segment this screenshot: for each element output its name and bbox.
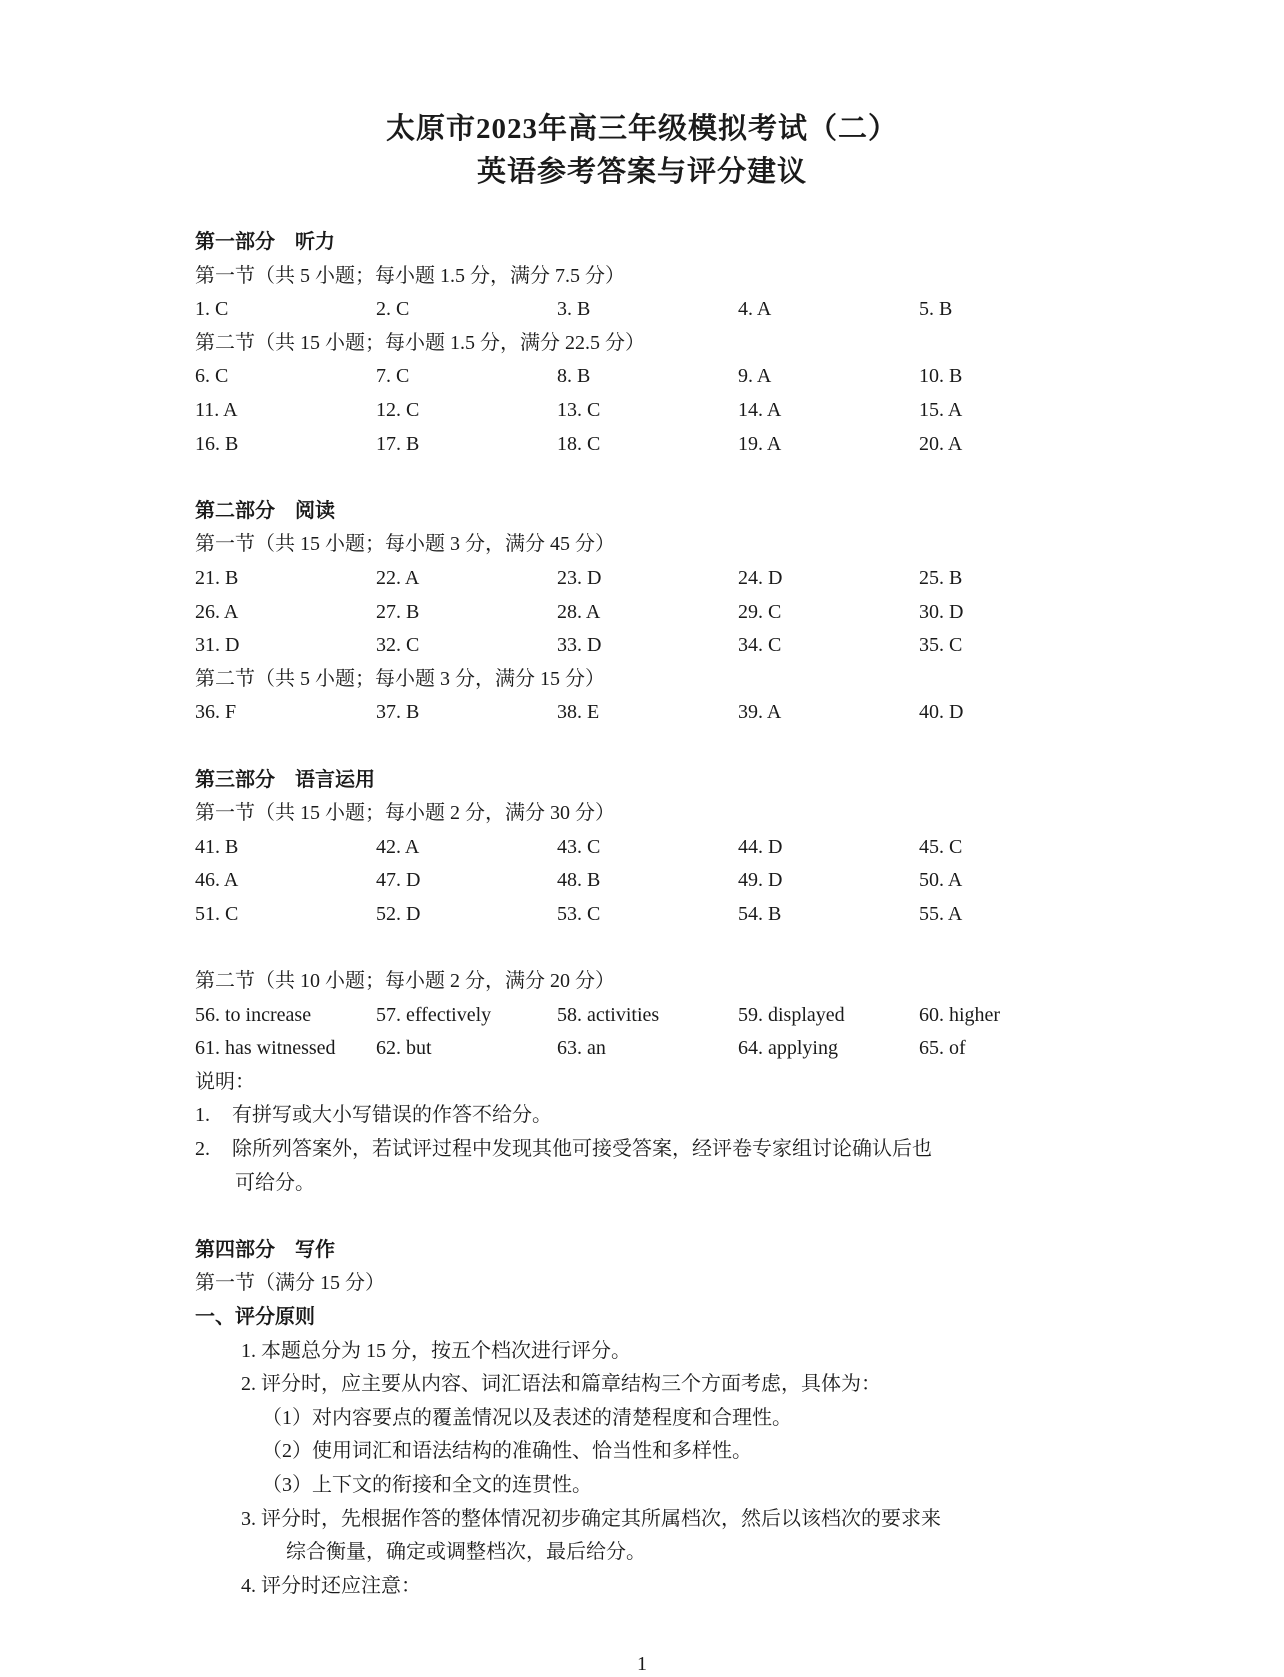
answer-row <box>195 999 1195 1033</box>
answer-cell: 56. to increase <box>195 1003 312 1026</box>
principle-sub-2: （2）使用词汇和语法结构的准确性、恰当性和多样性。 <box>262 1440 752 1463</box>
answer-cell: 51. C <box>195 902 239 925</box>
answer-row <box>195 1032 1195 1066</box>
answer-cell: 60. higher <box>919 1003 1001 1026</box>
answer-cell: 42. A <box>376 835 420 858</box>
answer-cell: 61. has witnessed <box>195 1037 336 1060</box>
answer-row <box>195 831 1195 865</box>
answer-cell: 6. C <box>195 365 229 388</box>
answer-row <box>195 696 1195 730</box>
note-text: 有拼写或大小写错误的作答不给分。 <box>232 1104 552 1127</box>
note-number: 1. <box>195 1104 210 1127</box>
part1-heading: 第一部分 听力 <box>195 231 335 253</box>
answer-cell: 34. C <box>738 634 782 657</box>
principle-item-2: 2. 评分时，应主要从内容、词汇语法和篇章结构三个方面考虑，具体为： <box>241 1373 881 1396</box>
answer-cell: 49. D <box>738 869 783 892</box>
answer-cell: 37. B <box>376 701 420 724</box>
principle-item-4: 4. 评分时还应注意： <box>241 1574 421 1597</box>
document-title: 太原市2023年高三年级模拟考试（二） <box>385 113 898 145</box>
answer-row <box>195 596 1195 630</box>
answer-cell: 11. A <box>195 398 238 421</box>
answer-cell: 25. B <box>919 566 963 589</box>
answer-cell: 17. B <box>376 432 420 455</box>
principles-heading: 一、评分原则 <box>195 1306 315 1328</box>
note-text-continued: 可给分。 <box>235 1171 315 1194</box>
answer-cell: 46. A <box>195 869 239 892</box>
answer-cell: 9. A <box>738 365 772 388</box>
part3-sec2-heading: 第二节（共 10 小题；每小题 2 分，满分 20 分） <box>195 970 615 993</box>
answer-cell: 27. B <box>376 600 420 623</box>
part2-sec2-answers <box>195 696 1195 730</box>
answer-cell: 41. B <box>195 835 239 858</box>
note-number: 2. <box>195 1138 210 1161</box>
answer-row <box>195 293 1195 327</box>
answer-cell: 30. D <box>919 600 964 623</box>
answer-cell: 18. C <box>557 432 601 455</box>
answer-cell: 63. an <box>557 1037 606 1060</box>
part2-sec2-heading: 第二节（共 5 小题；每小题 3 分，满分 15 分） <box>195 667 605 690</box>
part2-sec1-answers <box>195 562 1195 663</box>
notes-label: 说明： <box>195 1070 255 1093</box>
answer-cell: 22. A <box>376 566 420 589</box>
principle-item-1: 1. 本题总分为 15 分，按五个档次进行评分。 <box>241 1339 631 1362</box>
answer-cell: 10. B <box>919 365 963 388</box>
principle-sub-1: （1）对内容要点的覆盖情况以及表述的清楚程度和合理性。 <box>262 1406 792 1429</box>
part3-sec1-heading: 第一节（共 15 小题；每小题 2 分，满分 30 分） <box>195 802 615 825</box>
answer-cell: 32. C <box>376 634 420 657</box>
answer-key-body <box>195 226 1195 1603</box>
answer-cell: 13. C <box>557 398 601 421</box>
answer-cell: 36. F <box>195 701 237 724</box>
answer-cell: 31. D <box>195 634 240 657</box>
answer-cell: 45. C <box>919 835 963 858</box>
answer-row <box>195 629 1195 663</box>
answer-cell: 15. A <box>919 398 963 421</box>
answer-cell: 64. applying <box>738 1037 838 1060</box>
principle-sub-3: （3）上下文的衔接和全文的连贯性。 <box>262 1473 592 1496</box>
answer-cell: 3. B <box>557 298 591 321</box>
answer-cell: 40. D <box>919 701 964 724</box>
part1-sec2-heading: 第二节（共 15 小题；每小题 1.5 分，满分 22.5 分） <box>195 331 645 354</box>
page-number: 1 <box>637 1653 647 1675</box>
answer-cell: 7. C <box>376 365 410 388</box>
answer-cell: 54. B <box>738 902 782 925</box>
answer-cell: 52. D <box>376 902 421 925</box>
part3-sec2-answers <box>195 999 1195 1066</box>
answer-cell: 20. A <box>919 432 963 455</box>
answer-cell: 47. D <box>376 869 421 892</box>
part4-sec1-heading: 第一节（满分 15 分） <box>195 1272 385 1295</box>
answer-cell: 1. C <box>195 298 229 321</box>
answer-cell: 29. C <box>738 600 782 623</box>
answer-cell: 33. D <box>557 634 602 657</box>
answer-cell: 14. A <box>738 398 782 421</box>
answer-cell: 55. A <box>919 902 963 925</box>
answer-cell: 59. displayed <box>738 1003 845 1026</box>
answer-cell: 24. D <box>738 566 783 589</box>
answer-cell: 53. C <box>557 902 601 925</box>
principle-item-3-continued: 综合衡量，确定或调整档次，最后给分。 <box>286 1541 646 1564</box>
answer-cell: 57. effectively <box>376 1003 492 1026</box>
answer-row <box>195 864 1195 898</box>
answer-cell: 28. A <box>557 600 601 623</box>
answer-cell: 19. A <box>738 432 782 455</box>
answer-cell: 23. D <box>557 566 602 589</box>
answer-row <box>195 428 1195 462</box>
part1-sec2-answers <box>195 360 1195 461</box>
answer-cell: 39. A <box>738 701 782 724</box>
principle-item-3: 3. 评分时，先根据作答的整体情况初步确定其所属档次，然后以该档次的要求来 <box>241 1507 941 1530</box>
answer-cell: 44. D <box>738 835 783 858</box>
answer-cell: 62. but <box>376 1037 432 1060</box>
note-item <box>195 1099 1195 1133</box>
part2-sec1-heading: 第一节（共 15 小题；每小题 3 分，满分 45 分） <box>195 533 615 556</box>
answer-cell: 50. A <box>919 869 963 892</box>
note-text: 除所列答案外，若试评过程中发现其他可接受答案，经评卷专家组讨论确认后也 <box>232 1138 932 1161</box>
answer-row <box>195 360 1195 394</box>
answer-cell: 58. activities <box>557 1003 660 1026</box>
part1-sec1-heading: 第一节（共 5 小题；每小题 1.5 分，满分 7.5 分） <box>195 264 625 287</box>
answer-row <box>195 562 1195 596</box>
part3-sec1-answers <box>195 831 1195 932</box>
answer-row <box>195 394 1195 428</box>
document-subtitle: 英语参考答案与评分建议 <box>476 156 807 188</box>
answer-cell: 8. B <box>557 365 591 388</box>
note-item <box>195 1133 1195 1167</box>
answer-cell: 4. A <box>738 298 772 321</box>
answer-cell: 43. C <box>557 835 601 858</box>
answer-cell: 48. B <box>557 869 601 892</box>
part3-heading: 第三部分 语言运用 <box>195 768 375 791</box>
answer-cell: 21. B <box>195 566 239 589</box>
part1-sec1-answers <box>195 293 1195 327</box>
part2-heading: 第二部分 阅读 <box>195 499 335 522</box>
answer-cell: 38. E <box>557 701 600 724</box>
answer-cell: 5. B <box>919 298 953 321</box>
answer-cell: 16. B <box>195 432 239 455</box>
answer-cell: 2. C <box>376 298 410 321</box>
part4-heading: 第四部分 写作 <box>195 1238 335 1261</box>
answer-cell: 35. C <box>919 634 963 657</box>
answer-cell: 12. C <box>376 398 420 421</box>
answer-row <box>195 898 1195 932</box>
answer-cell: 65. of <box>919 1037 966 1060</box>
answer-cell: 26. A <box>195 600 239 623</box>
